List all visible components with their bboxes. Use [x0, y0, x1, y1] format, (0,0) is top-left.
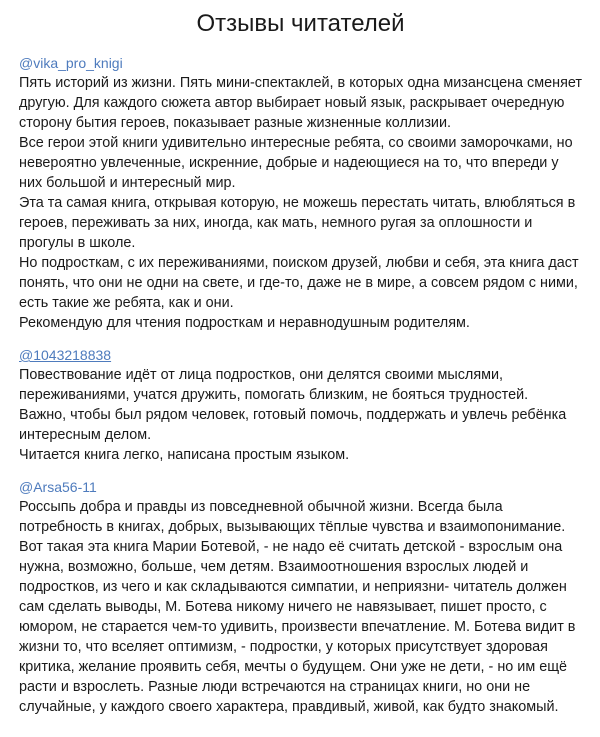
review-3 [19, 477, 582, 717]
review-paragraph: Повествование идёт от лица подростков, они делятся своими мыслями, переживаниями, учатся дружить, помогать близким, не бояться трудностей. [19, 367, 529, 403]
review-paragraph: Но подросткам, с их переживаниями, поиском друзей, любви и себя, эта книга даст понять, что они не одни на свете, и где-то, даже не в мире, а совсем рядом с ними, есть такие же ребята, как и они. [19, 255, 579, 311]
review-author-link[interactable]: @Arsa56-11 [19, 479, 97, 495]
page-title: Отзывы читателей [196, 10, 405, 37]
review-paragraph: Пять историй из жизни. Пять мини-спектаклей, в которых одна мизансцена сменяет другую. Для каждого сюжета автор выбирает новый язык, раскрывает очередную сторону бытия героев, показывает разные жизненные коллизии. [19, 75, 583, 131]
review-author-link[interactable]: @1043218838 [19, 347, 112, 363]
review-author-link[interactable]: @vika_pro_knigi [19, 55, 123, 71]
review-paragraph: Важно, чтобы был рядом человек, готовый помочь, поддержать и увлечь ребёнка интересным делом. [19, 407, 567, 443]
review-paragraph: Россыпь добра и правды из повседневной обычной жизни. Всегда была потребность в книгах, добрых, вызывающих тёплые чувства и взаимопонимание. Вот такая эта книга Марии Ботевой, - не надо её считать детской - взрослым она нужна, возможно, больше, чем детям. Взаимоотношения взрослых людей и подростков, из чего и как складываются симпатии, и неприязни- читатель должен сам сделать выводы, М. Ботева никому ничего не навязывает, пишет просто, с юмором, не старается чем-то удивить, произвести впечатление. М. Ботева видит в жизни то, что вселяет оптимизм, - подростки, у которых присутствует здоровая критика, желание проявить себя, мечты о будущем. Они уже не дети, - но им ещё расти и взрослеть. Разные люди встречаются на страницах книги, но они не случайные, у каждого своего характера, правдивый, живой, как будто знакомый. [19, 499, 576, 715]
review-paragraph: Все герои этой книги удивительно интересные ребята, со своими заморочками, но невероятно увлеченные, искренние, добрые и надеющиеся на то, что впереди у них большой и интересный мир. [19, 135, 573, 191]
review-2 [19, 345, 582, 465]
review-1 [19, 53, 582, 333]
review-paragraph: Рекомендую для чтения подросткам и неравнодушным родителям. [19, 315, 470, 331]
review-paragraph: Эта та самая книга, открывая которую, не можешь перестать читать, влюбляться в героев, переживать за них, иногда, как мать, немного ругая за оплошности и прогулы в школе. [19, 195, 576, 251]
review-paragraph: Читается книга легко, написана простым языком. [19, 447, 350, 463]
